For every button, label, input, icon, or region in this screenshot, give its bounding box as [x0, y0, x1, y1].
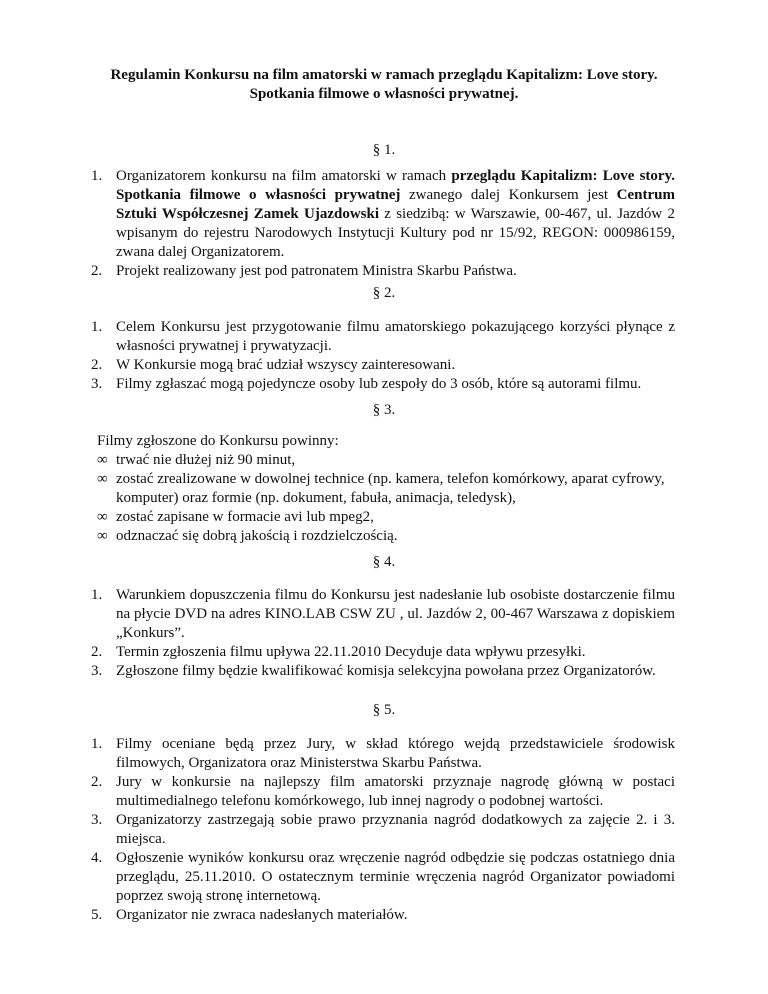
item-text: zwanego dalej Konkursem jest	[400, 187, 617, 203]
title-line-2: Spotkania filmowe o własności prywatnej.	[249, 86, 519, 102]
list-item	[91, 318, 675, 356]
section-4-list	[91, 586, 675, 681]
item-number: 5.	[91, 907, 103, 923]
item-text: Ogłoszenie wyników konkursu oraz wręczenie nagród odbędzie się podczas ostatniego dnia przeglądu, 25.11.2010. O ostatecznym terminie wręczenia nagród Organizator powiadomi poprzez swoją stronę internetową.	[116, 850, 675, 904]
infinity-bullet-icon: ∞	[97, 528, 108, 544]
item-text: Organizatorem konkursu na film amatorski w ramach	[116, 168, 452, 184]
section-1-heading: § 1.	[372, 142, 396, 158]
item-number: 1.	[91, 736, 103, 752]
organizer-name: Centrum Sztuki Współczesnej Zamek Ujazdowski	[116, 187, 675, 222]
bullet-item	[97, 470, 677, 508]
section-3-bullets	[97, 451, 677, 546]
bullet-item	[97, 451, 677, 470]
list-item	[91, 375, 675, 394]
bullet-item	[97, 508, 677, 527]
bullet-text: zostać zapisane w formacie avi lub mpeg2,	[116, 509, 374, 525]
item-number: 1.	[91, 168, 103, 184]
item-text: Projekt realizowany jest pod patronatem Ministra Skarbu Państwa.	[116, 263, 517, 279]
list-item	[91, 167, 675, 262]
section-1-list	[91, 167, 675, 281]
section-5-list	[91, 735, 675, 925]
item-number: 3.	[91, 663, 103, 679]
list-item	[91, 662, 675, 681]
bullet-text: zostać zrealizowane w dowolnej technice (np. kamera, telefon komórkowy, aparat cyfrowy, komputer) oraz formie (np. dokument, fabuła, animacja, teledysk),	[116, 471, 665, 506]
infinity-bullet-icon: ∞	[97, 452, 108, 468]
item-text: Warunkiem dopuszczenia filmu do Konkursu jest nadesłanie lub osobiste dostarczenie filmu na płycie DVD na adres KINO.LAB CSW ZU , ul. Jazdów 2, 00-467 Warszawa z dopiskiem „Konkurs”.	[116, 587, 675, 641]
list-item	[91, 586, 675, 643]
item-number: 2.	[91, 644, 103, 660]
item-number: 3.	[91, 812, 103, 828]
title-line-1: Regulamin Konkursu na film amatorski w ramach przeglądu Kapitalizm: Love story.	[110, 67, 658, 83]
item-text: Organizatorzy zastrzegają sobie prawo przyznania nagród dodatkowych za zajęcie 2. i 3. miejsca.	[116, 812, 675, 847]
list-item	[91, 773, 675, 811]
item-text: W Konkursie mogą brać udział wszyscy zainteresowani.	[116, 357, 456, 373]
infinity-bullet-icon: ∞	[97, 471, 108, 487]
list-item	[91, 356, 675, 375]
item-text: Celem Konkursu jest przygotowanie filmu amatorskiego pokazującego korzyści płynące z własności prywatnej i prywatyzacji.	[116, 319, 675, 354]
item-number: 2.	[91, 357, 103, 373]
festival-name: przeglądu Kapitalizm: Love story. Spotkania filmowe o własności prywatnej	[116, 168, 675, 203]
list-item	[91, 262, 675, 281]
document-title	[80, 66, 688, 104]
bullet-text: trwać nie dłużej niż 90 minut,	[116, 452, 296, 468]
item-number: 2.	[91, 774, 103, 790]
list-item	[91, 849, 675, 906]
list-item	[91, 735, 675, 773]
list-item	[91, 643, 675, 662]
list-item	[91, 811, 675, 849]
item-text: z siedzibą: w Warszawie, 00-467, ul. Jazdów 2 wpisanym do rejestru Narodowych Instytucji Kultury pod nr 15/92, REGON: 000986159, zwana dalej Organizatorem.	[116, 206, 675, 260]
item-number: 3.	[91, 376, 103, 392]
section-5-heading: § 5.	[372, 702, 396, 718]
section-3-intro: Filmy zgłoszone do Konkursu powinny:	[97, 433, 339, 449]
item-number: 1.	[91, 587, 103, 603]
item-text: Filmy zgłaszać mogą pojedyncze osoby lub zespoły do 3 osób, które są autorami filmu.	[116, 376, 642, 392]
section-4-heading: § 4.	[372, 554, 396, 570]
item-number: 4.	[91, 850, 103, 866]
item-number: 2.	[91, 263, 103, 279]
section-3-heading: § 3.	[372, 402, 396, 418]
item-text: Filmy oceniane będą przez Jury, w skład którego wejdą przedstawiciele środowisk filmowych, Organizatora oraz Ministerstwa Skarbu Państwa.	[116, 736, 675, 771]
item-text: Organizator nie zwraca nadesłanych materiałów.	[116, 907, 408, 923]
item-number: 1.	[91, 319, 103, 335]
item-text: Jury w konkursie na najlepszy film amatorski przyznaje nagrodę główną w postaci multimedialnego telefonu komórkowego, lub innej nagrody o podobnej wartości.	[116, 774, 675, 809]
bullet-text: odznaczać się dobrą jakością i rozdzielczością.	[116, 528, 398, 544]
section-2-list	[91, 318, 675, 394]
item-text: Zgłoszone filmy będzie kwalifikować komisja selekcyjna powołana przez Organizatorów.	[116, 663, 656, 679]
section-2-heading: § 2.	[372, 285, 396, 301]
bullet-item	[97, 527, 677, 546]
item-text: Termin zgłoszenia filmu upływa 22.11.2010 Decyduje data wpływu przesyłki.	[116, 644, 586, 660]
infinity-bullet-icon: ∞	[97, 509, 108, 525]
list-item	[91, 906, 675, 925]
